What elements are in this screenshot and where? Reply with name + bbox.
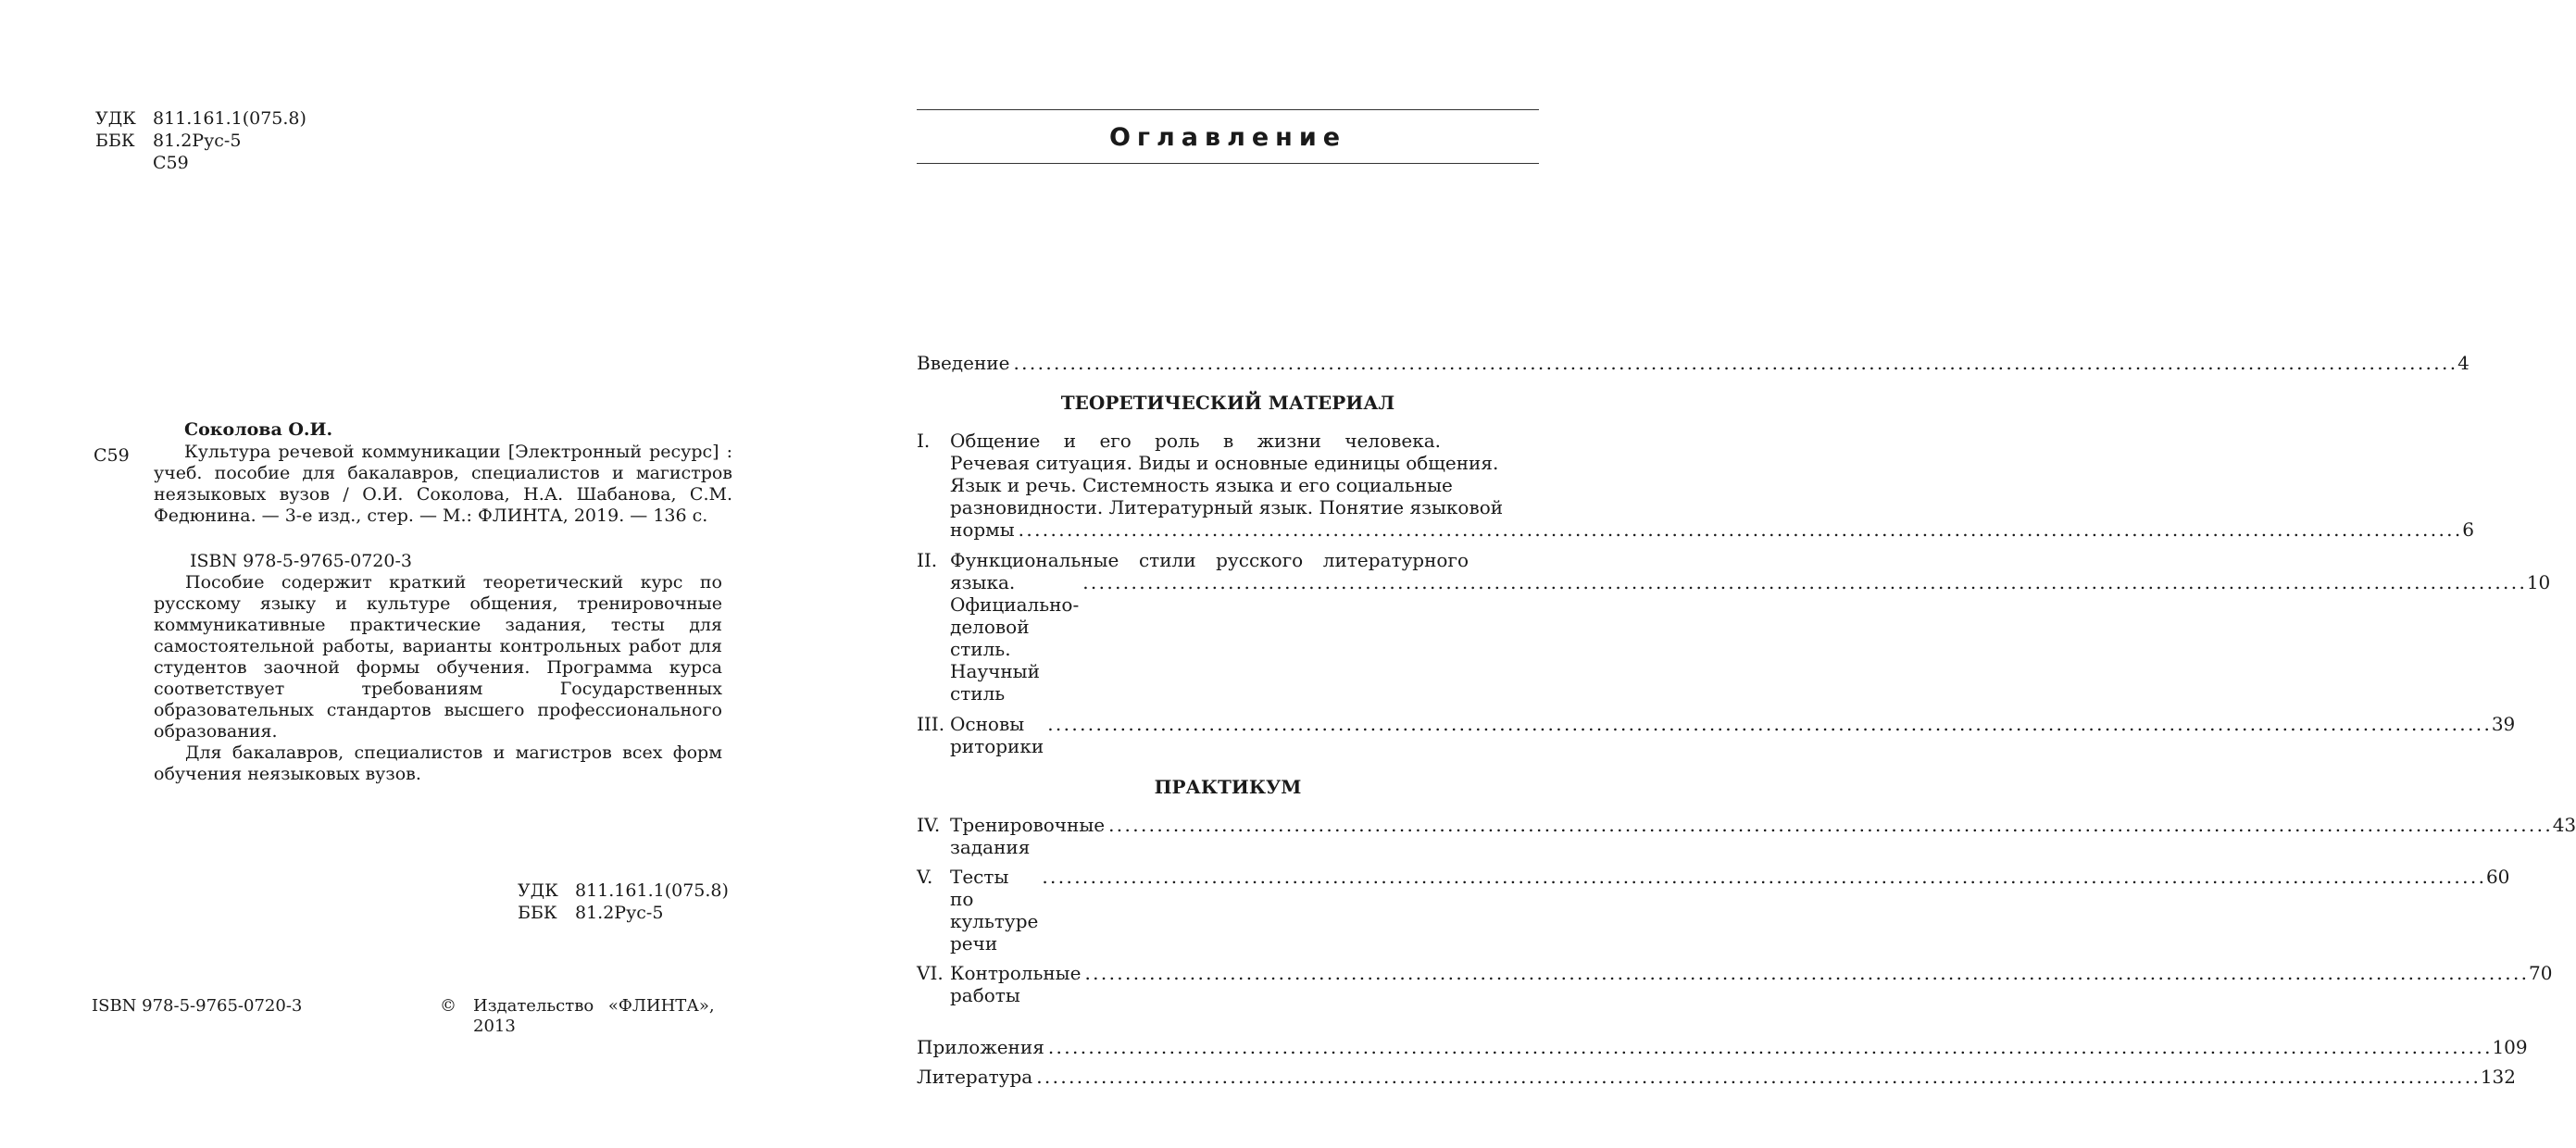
toc-line: Язык и речь. Системность языка и его социальные [950,474,1453,496]
toc-page: 60 [2485,866,2510,888]
copyright-icon: © [440,996,456,1016]
toc-entry-2[interactable] [917,549,2551,705]
copyright-publisher: Издательство «ФЛИНТА», [473,996,715,1016]
toc-page: 43 [2552,814,2576,836]
toc-label: Основы риторики [950,713,1044,757]
leader-dots [1013,352,2454,374]
toc-page: 4 [2457,352,2470,374]
toc-number: III. [917,713,945,735]
footer-isbn: ISBN 978-5-9765-0720-3 [92,996,303,1016]
toc-label: Тесты по культуре речи [950,866,1039,955]
toc-entry-3[interactable] [917,713,2516,757]
toc-entry-1[interactable] [917,430,2474,541]
leader-dots [1042,866,2482,888]
title-rule-bottom [917,163,1539,164]
leader-dots [1047,713,2488,735]
toc-entry-appendix[interactable] [917,1036,2528,1058]
toc-line: Общение и его роль в жизни человека. [950,430,1441,452]
copyright-year: 2013 [473,1017,516,1036]
bbk-value: 81.2Рус-5 [575,903,664,923]
toc-number: IV. [917,814,941,836]
toc-page: 6 [2462,518,2474,541]
toc-number: VI. [917,962,944,984]
udk-label: УДК [95,108,136,129]
toc-label: Тренировочные задания [950,814,1106,858]
table-of-contents [917,352,2576,1088]
toc-line: разновидности. Литературный язык. Понятие языковой [950,496,1504,518]
toc-label: Литература [917,1066,1033,1088]
bibliographic-description: Культура речевой коммуникации [Электронный ресурс] : учеб. пособие для бакалавров, специалистов и магистров неязыковых вузов / О.И. Соколова, Н.А. Шабанова, С.М. Федюнина. — 3-е изд., стер. — М.: ФЛИНТА, 2019. — 136 с. [154,442,732,526]
toc-page: 70 [2529,962,2553,984]
toc-label: Введение [917,352,1010,374]
leader-dots [1019,518,2459,541]
toc-entry-4[interactable] [917,814,2576,858]
isbn-main: ISBN 978-5-9765-0720-3 [190,551,412,571]
leader-dots [1082,571,2523,593]
bbk-label: ББК [95,131,135,151]
toc-page: 109 [2492,1036,2528,1058]
bottom-classification-codes [518,880,729,924]
section-heading-practice: ПРАКТИКУМ [1154,776,1302,798]
toc-number: II. [917,549,938,571]
udk-label: УДК [518,880,558,901]
margin-author-mark: С59 [94,445,130,466]
toc-entry-intro[interactable] [917,352,2470,374]
bbk-value: 81.2Рус-5 [153,131,242,151]
toc-page: 10 [2526,571,2551,593]
toc-label: Приложения [917,1036,1044,1058]
toc-number: I. [917,430,931,452]
toc-entry-literature[interactable] [917,1066,2517,1088]
toc-line: Функциональные стили русского литературного [950,549,1469,571]
toc-entry-5[interactable] [917,866,2510,955]
toc-label: Контрольные работы [950,962,1082,1006]
toc-entry-6[interactable] [917,962,2553,1006]
toc-line: Речевая ситуация. Виды и основные единицы общения. [950,452,1499,474]
abstract-paragraph-2: Для бакалавров, специалистов и магистров всех форм обучения неязыковых вузов. [154,742,722,784]
abstract-paragraph-1: Пособие содержит краткий теоретический курс по русскому языку и культуре общения, тренировочные коммуникативные практические задания, тесты для самостоятельной работы, варианты контрольных работ для студентов заочной формы обучения. Программа курса соответствует требованиям Государственных образовательных стандартов высшего профессионального образования. [154,572,722,742]
copyright [440,996,715,1037]
udk-value: 811.161.1(075.8) [153,108,306,129]
toc-page: 39 [2491,713,2516,735]
toc-label: языка. Официально-деловой стиль. Научный стиль [950,571,1080,705]
author-name: Соколова О.И. [184,419,333,440]
title-rule-top [917,109,1539,110]
page-title: Оглавление [1108,123,1347,152]
leader-dots [1036,1066,2477,1088]
udk-value: 811.161.1(075.8) [575,880,729,901]
author-mark: С59 [153,153,189,173]
leader-dots [1048,1036,2489,1058]
leader-dots [1108,814,2549,836]
section-heading-theory: ТЕОРЕТИЧЕСКИЙ МАТЕРИАЛ [1060,392,1395,414]
toc-page: 132 [2480,1066,2517,1088]
toc-label: нормы [950,518,1015,541]
bbk-label: ББК [518,903,557,923]
leader-dots [1084,962,2525,984]
header-classification-codes [95,107,306,174]
abstract [154,572,722,785]
toc-number: V. [917,866,933,888]
